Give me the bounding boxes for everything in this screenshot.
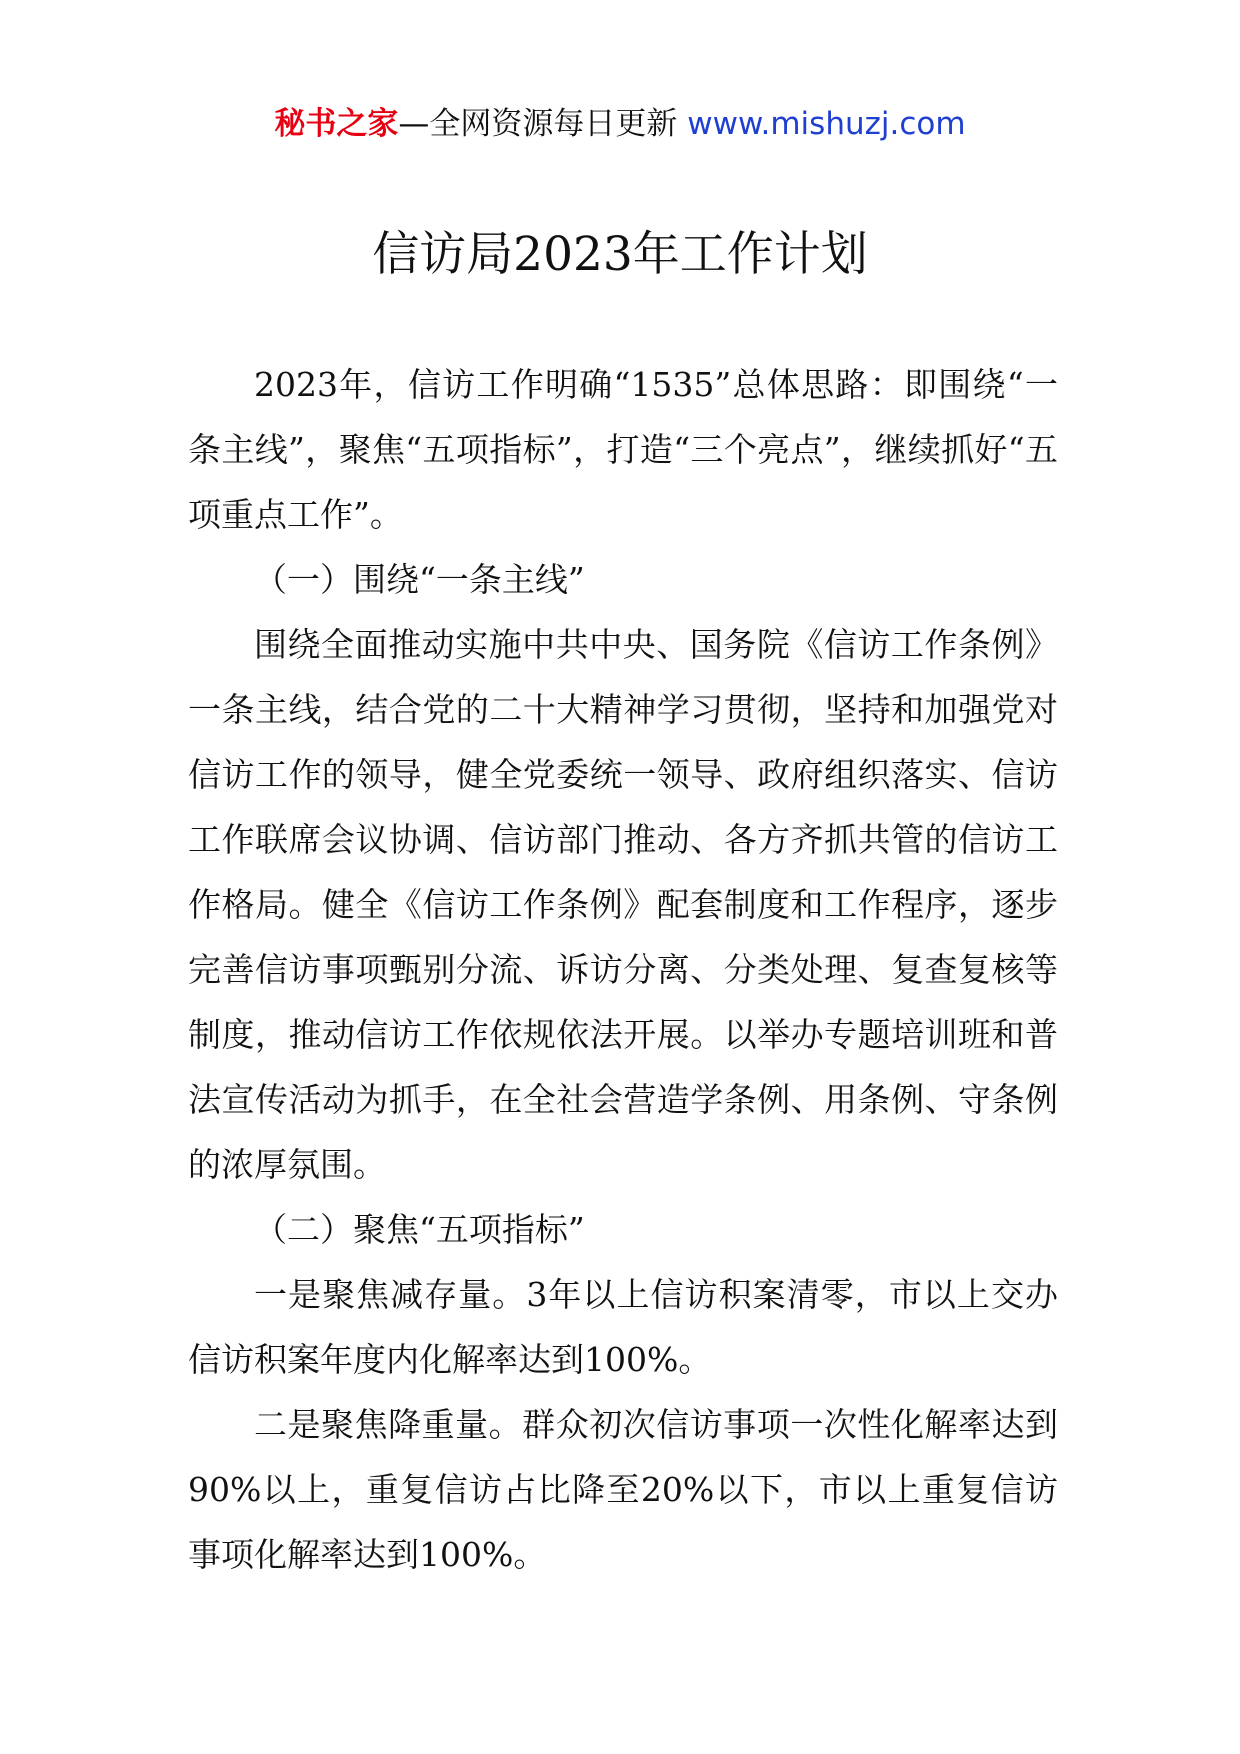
site-brand: 秘书之家 <box>274 106 399 142</box>
body-paragraph: 一是聚焦减存量。3年以上信访积案清零，市以上交办信访积案年度内化解率达到100%。 <box>188 1275 1058 1379</box>
document-title: 信访局2023年工作计划 <box>372 227 868 282</box>
intro-paragraph: 2023年，信访工作明确“1535”总体思路：即围绕“一条主线”，聚焦“五项指标”，打造“三个亮点”，继续抓好“五项重点工作”。 <box>188 365 1058 534</box>
site-url-link[interactable]: www.mishuzj.com <box>687 106 966 142</box>
body-paragraph: 围绕全面推动实施中共中央、国务院《信访工作条例》一条主线，结合党的二十大精神学习贯彻，坚持和加强党对信访工作的领导，健全党委统一领导、政府组织落实、信访工作联席会议协调、信访部门推动、各方齐抓共管的信访工作格局。健全《信访工作条例》配套制度和工作程序，逐步完善信访事项甄别分流、诉访分离、分类处理、复查复核等制度，推动信访工作依规依法开展。以举办专题培训班和普法宣传活动为抓手，在全社会营造学条例、用条例、守条例的浓厚氛围。 <box>188 625 1058 1184</box>
site-slogan: —全网资源每日更新 <box>398 106 688 142</box>
section-heading-1: （一）围绕“一条主线” <box>254 560 585 599</box>
body-paragraph: 二是聚焦降重量。群众初次信访事项一次性化解率达到90%以上，重复信访占比降至20%以下，市以上重复信访事项化解率达到100%。 <box>188 1405 1058 1574</box>
document-body <box>188 352 1058 1587</box>
site-banner <box>0 100 1240 148</box>
section-heading-2: （二）聚焦“五项指标” <box>254 1210 585 1249</box>
